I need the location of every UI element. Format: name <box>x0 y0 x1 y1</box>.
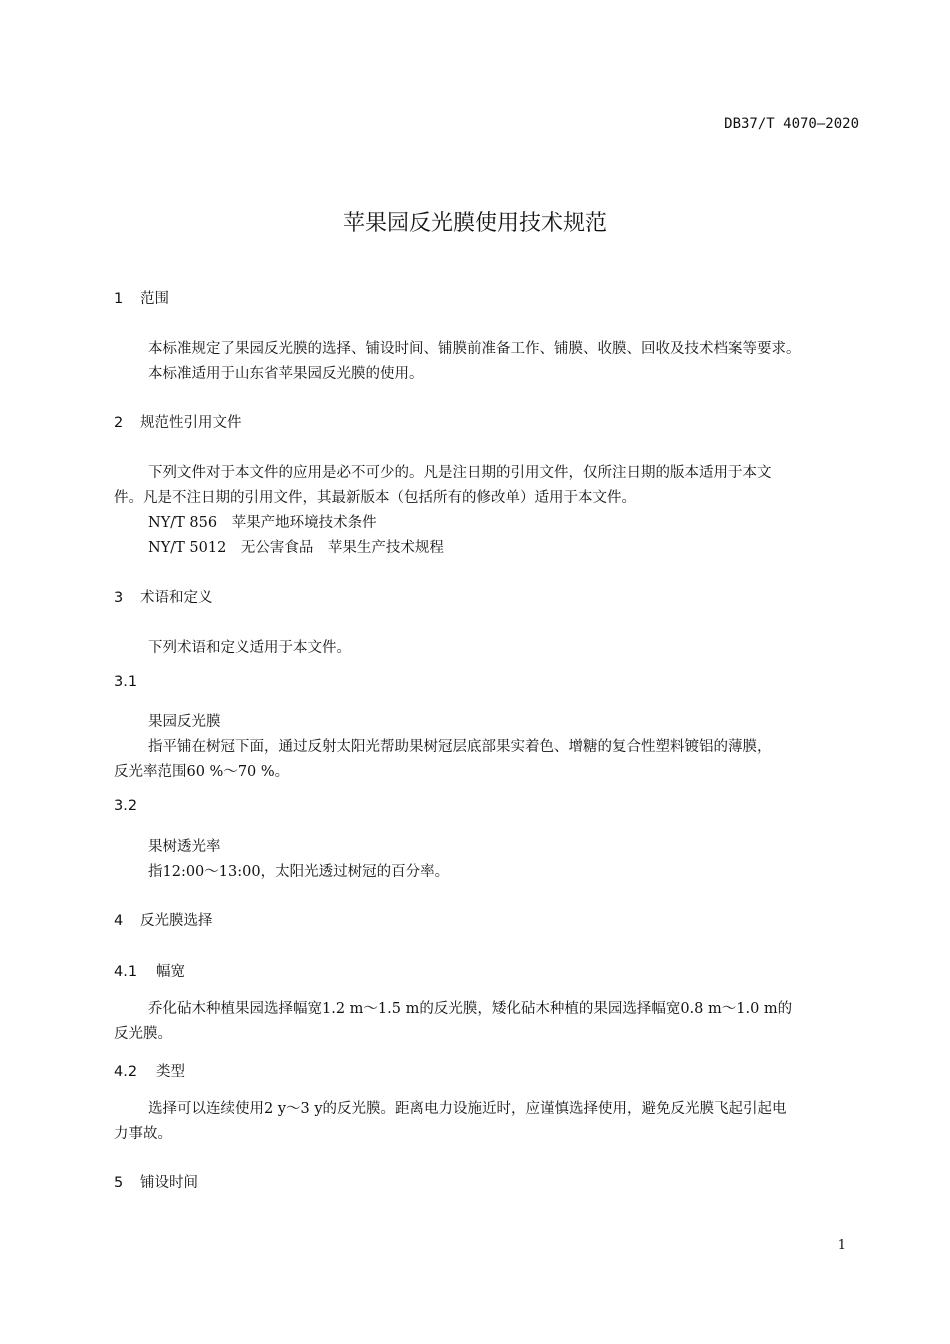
section-number: 5 <box>114 1175 124 1191</box>
section-title: 范围 <box>140 291 169 307</box>
section-5-heading <box>114 1171 198 1192</box>
section-number: 1 <box>114 291 124 307</box>
paragraph-line: 乔化砧木种植果园选择幅宽1.2 m～1.5 m的反光膜，矮化砧木种植的果园选择幅宽0.8 m～1.0 m的 <box>148 1001 793 1017</box>
section-1-heading <box>114 287 169 308</box>
reference-item: NY/T 5012 无公害食品 苹果生产技术规程 <box>148 540 444 556</box>
subsection-number: 4.1 <box>114 964 138 980</box>
section-number: 2 <box>114 415 124 431</box>
section-title: 术语和定义 <box>140 590 213 606</box>
term-number: 3.1 <box>114 674 138 690</box>
subsection-4-2-heading <box>114 1060 185 1081</box>
section-number: 3 <box>114 590 124 606</box>
term-definition-line: 指平铺在树冠下面，通过反射太阳光帮助果树冠层底部果实着色、增糖的复合性塑料镀铝的薄膜， <box>148 739 772 755</box>
term-definition: 指12:00～13:00，太阳光透过树冠的百分率。 <box>148 864 450 880</box>
reference-item: NY/T 856 苹果产地环境技术条件 <box>148 515 377 531</box>
section-title: 反光膜选择 <box>140 913 213 929</box>
section-2-heading <box>114 411 242 432</box>
section-4-heading <box>114 909 213 930</box>
paragraph: 下列术语和定义适用于本文件。 <box>148 640 351 656</box>
paragraph: 本标准规定了果园反光膜的选择、铺设时间、铺膜前准备工作、铺膜、收膜、回收及技术档案等要求。 <box>148 341 801 357</box>
paragraph-line: 反光膜。 <box>114 1026 172 1042</box>
section-title: 铺设时间 <box>140 1175 198 1191</box>
subsection-title: 类型 <box>156 1064 185 1080</box>
paragraph-line: 力事故。 <box>114 1126 172 1142</box>
paragraph-line: 下列文件对于本文件的应用是必不可少的。凡是注日期的引用文件，仅所注日期的版本适用于本文 <box>148 465 772 481</box>
section-title: 规范性引用文件 <box>140 415 242 431</box>
paragraph-line: 件。凡是不注日期的引用文件，其最新版本（包括所有的修改单）适用于本文件。 <box>114 490 636 506</box>
document-code: DB37/T 4070—2020 <box>724 116 859 132</box>
term-name: 果园反光膜 <box>148 714 221 730</box>
paragraph-line: 选择可以连续使用2 y～3 y的反光膜。距离电力设施近时，应谨慎选择使用，避免反光膜飞起引起电 <box>148 1101 787 1117</box>
paragraph: 本标准适用于山东省苹果园反光膜的使用。 <box>148 366 424 382</box>
section-3-heading <box>114 586 213 607</box>
page-title: 苹果园反光膜使用技术规范 <box>342 211 607 236</box>
subsection-4-1-heading <box>114 960 185 981</box>
subsection-number: 4.2 <box>114 1064 138 1080</box>
term-name: 果树透光率 <box>148 839 221 855</box>
subsection-title: 幅宽 <box>156 964 185 980</box>
term-definition-line: 反光率范围60 %～70 %。 <box>114 764 290 780</box>
term-number: 3.2 <box>114 798 138 814</box>
page-number: 1 <box>837 1238 846 1253</box>
section-number: 4 <box>114 913 124 929</box>
